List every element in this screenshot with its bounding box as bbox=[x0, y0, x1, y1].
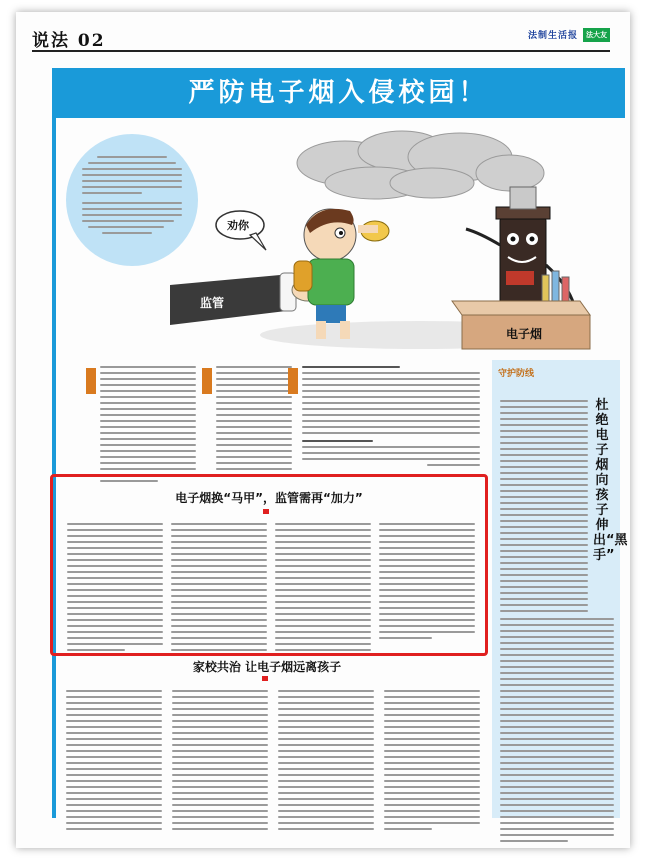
article-column bbox=[171, 523, 267, 655]
box-label: 电子烟 bbox=[506, 327, 543, 341]
side-column-title: 杜绝电子烟向孩子伸出“黑手” bbox=[593, 398, 628, 563]
masthead-badge: 法大友 bbox=[583, 28, 610, 42]
left-accent-bar bbox=[52, 118, 56, 818]
feature-banner bbox=[52, 68, 625, 118]
article-column bbox=[278, 690, 374, 834]
speech-bubble-text: 劝你 bbox=[227, 219, 249, 232]
banner-title: 严防电子烟入侵校园！ bbox=[188, 78, 489, 108]
column-tag bbox=[86, 368, 96, 394]
column-head: 守护防线 bbox=[498, 369, 535, 379]
column-tag bbox=[202, 368, 212, 394]
article-column bbox=[67, 523, 163, 655]
article-column bbox=[172, 690, 268, 834]
section-label: 说法 bbox=[32, 31, 70, 51]
side-column-text bbox=[500, 618, 614, 846]
section-name bbox=[32, 26, 106, 51]
article-title: 家校共治 让电子烟远离孩子 bbox=[192, 660, 342, 674]
side-column bbox=[492, 360, 628, 818]
side-column-text bbox=[500, 400, 588, 616]
page-header bbox=[32, 20, 610, 52]
upper-column-1 bbox=[100, 366, 196, 486]
highlighted-article bbox=[50, 474, 488, 656]
upper-column-2 bbox=[216, 366, 292, 480]
sleeve-label: 监管 bbox=[200, 296, 225, 310]
cartoon-illustration bbox=[170, 125, 600, 355]
upper-column-3 bbox=[302, 366, 480, 470]
article-column bbox=[379, 523, 475, 643]
column-tag bbox=[288, 368, 298, 394]
article-title: 电子烟换“马甲”，监管需再“加力” bbox=[175, 491, 363, 505]
article-column bbox=[275, 523, 371, 655]
article-column bbox=[384, 690, 480, 834]
masthead: 法制生活报 bbox=[527, 31, 578, 41]
article-column bbox=[66, 690, 162, 834]
page-number: 02 bbox=[77, 31, 106, 51]
lead-text bbox=[82, 156, 182, 238]
